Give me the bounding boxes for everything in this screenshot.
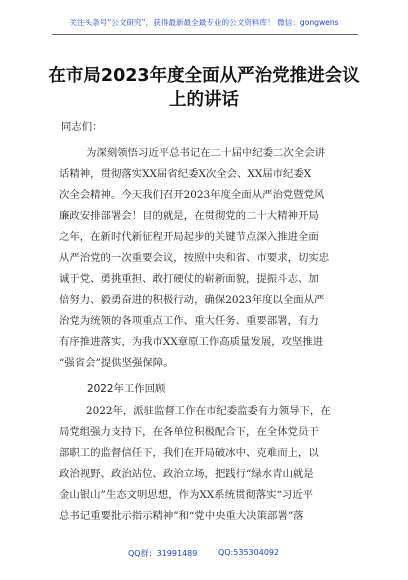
para2-line: 总书记重要批示指示精神”和“党中央重大决策部署”落 [59,510,304,522]
promo-banner: 关注头条号“公文研究”，获得最新最全最专业的公文资料库！ 微信：gongwens [69,18,339,27]
salutation: 同志们： [61,121,103,133]
para2-line: 金山银山”生态文明思想，作为XX系统贯彻落实“习近平 [59,489,314,501]
title-line-2: 上的讲话 [169,90,239,110]
para2-line: 局党组强力支持下，在各单位积极配合下，在全体党员干 [59,426,319,438]
document-title [40,64,368,112]
para2-line: 政治视野、政治站位、政治立场，把践行“绿水青山就是 [59,468,314,480]
para2-line: 部职工的监督信任下，我们在开局破冰中、克难而上，以 [59,447,319,459]
qq-contact-text: QQ:535304092 [218,548,280,557]
para1-line: 倍努力、毅勇奋进的积极行动，确保2023年度以全面从严 [59,294,325,306]
para1-line: 从严治党的一次重要会议，按照中央和省、市要求，切实忠 [59,252,330,264]
para1-line: 廉政安排部署会！目的就是，在贯彻党的二十大精神开局 [59,210,319,222]
section-heading: 2022年工作回顾 [87,383,166,395]
para1-line: 为深刻领悟习近平总书记在二十届中纪委二次全会讲 [86,147,325,159]
para1-line: 次全会精神。今天我们召开2023年度全面从严治党暨党风 [59,189,325,201]
para1-line: 诚于党、勇挑重担、敢打硬仗的崭新面貌，提振斗志、加 [59,273,319,285]
para1-line: 话精神，贯彻落实XX届省纪委X次全会、XX届市纪委X [59,168,312,180]
para2-line: 2022年，派驻监督工作在市纪委监委有力领导下，在 [86,405,331,417]
qq-group-text: QQ群：31991489 [128,549,198,558]
para1-line: 有序推进落实，为我市XX章原工作高质量发展，攻坚推进 [59,336,324,348]
title-line-1: 在市局2023年度全面从严治党推进会议 [48,66,360,86]
para1-line: “强省会”提供坚强保障。 [59,357,174,369]
header-divider [52,34,358,35]
para1-line: 治党为统领的各项重点工作、重大任务、重要部署，有力 [59,315,319,327]
para1-line: 之年，在新时代新征程开局起步的关键节点深入推进全面 [59,231,319,243]
